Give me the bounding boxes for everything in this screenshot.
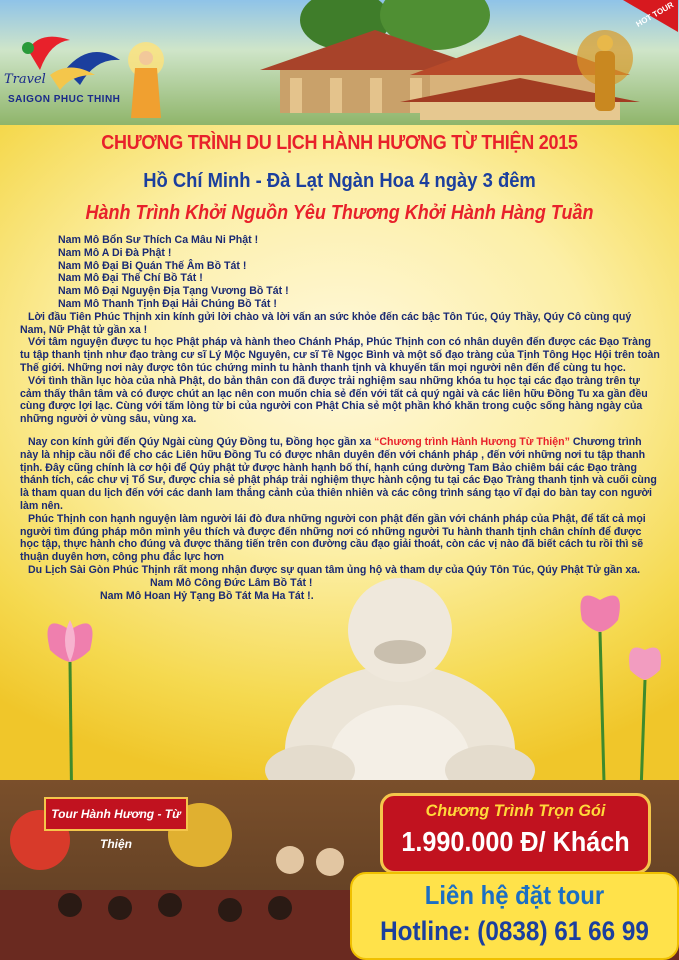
price-box — [380, 793, 651, 874]
slogan-title: Hành Trình Khởi Nguồn Yêu Thương Khởi Hành Hàng Tuần — [85, 202, 594, 224]
tour-type-badge — [44, 797, 188, 851]
program-paragraph-start: Nay con kính gửi đến Qúy Ngài cùng Qúy Đồng tu, Đồng học gần xa — [28, 435, 375, 448]
closing-chant: Nam Mô Công Đức Lâm Bồ Tát ! — [150, 576, 313, 589]
chant-line: Nam Mô Bổn Sư Thích Ca Mâu Ni Phật ! — [58, 234, 259, 246]
program-title: CHƯƠNG TRÌNH DU LỊCH HÀNH HƯƠNG TỪ THIỆN 2015 — [101, 132, 578, 154]
contact-box[interactable] — [350, 872, 679, 960]
chant-line: Nam Mô A Di Đà Phật ! — [58, 246, 172, 259]
logo-brand-text: SAIGON PHUC THINH — [8, 94, 121, 105]
chant-line: Nam Mô Đại Nguyện Địa Tạng Vương Bồ Tát ! — [58, 285, 289, 298]
standing-buddha-image — [125, 40, 167, 120]
letter-body — [20, 234, 660, 602]
chant-line: Nam Mô Thanh Tịnh Đại Hải Chúng Bồ Tát ! — [58, 297, 277, 310]
hot-tour-label: HOT TOUR — [634, 0, 676, 29]
invitation-paragraph: Du Lịch Sài Gòn Phúc Thịnh rất mong nhận được sự quan tâm ủng hộ và tham dự của Qúy Tôn Túc, Qúy Phật Tử gần xa. — [28, 563, 641, 576]
chant-line: Nam Mô Đại Thế Chí Bồ Tát ! — [58, 272, 203, 285]
thousand-arm-buddha-image — [575, 18, 635, 123]
mission-paragraph: Phúc Thịnh con hạnh nguyện làm người lái đò đưa những người con phật đến gần với chánh pháp của Phật, để tất cả mọi người tìm đúng pháp môn mình yêu thích và được đến những nơi có những người Tu hành thanh tịnh chân chính để được học tập, thực hành cho đúng và được thăng tiến trên con đường cầu đạo giải thoát, còn các vị nào đã biết cách tu rồi thì sẽ thuận duyên hơn, công phu đắc lực hơn — [20, 512, 646, 564]
greeting-paragraph: Lời đầu Tiên Phúc Thịnh xin kính gửi lời chào và lời vấn an sức khỏe đến các bậc Tôn Túc, Qúy Thầy, Qúy Cô cùng quý Nam, Nữ Phật tử gần xa ! — [20, 310, 632, 336]
sharing-paragraph: Với tình thần lục hòa của nhà Phật, do bản thân con đã được trải nghiệm sau những khóa tu học tại các đạo tràng trên tự cảm thấy thân tâm và có được chút an lạc nên con muốn chia sẻ đến với tất cả quý ngài và các liên hữu Đồng Tu xa gần đều cùng được lợi lạc. Cùng với tấm lòng từ bi của người con Phật Chia sẻ một phần khó khăn trong cuộc sống hàng ngày của những người ở vùng sâu, vùng xa. — [20, 374, 648, 426]
program-paragraph-end: Chương trình này là nhịp cầu nối để cho các Liên hữu Đồng Tu có được nhân duyên đến với chánh pháp , đến với những nơi tu tập thanh tịnh. Đây cũng chính là cơ hội để Qúy phật tử được hành hạnh bố thí, hạnh cúng dường Tam Bảo chiêm bái các Đạo tràng thánh tích, các chư vị Tổ Sư, được chia sẻ phật pháp trải nghiệm thực hành cộng tu tại các Đạo Tràng thanh tịnh và cuối cùng là tham quan du lịch đến với các danh lam thắng cảnh của thiên nhiên và các công trình sáng tạo vĩ đại do bàn tay con người làm nên. — [20, 435, 657, 512]
package-label: Chương Trình Trọn Gói — [425, 801, 606, 820]
tour-type-label: Tour Hành Hương - Từ Thiện — [51, 807, 181, 851]
program-name-highlight: “Chương trình Hành Hương Từ Thiện” — [374, 435, 570, 448]
price-value: 1.990.000 Đ/ Khách — [401, 826, 630, 857]
booking-label: Liên hệ đặt tour — [424, 880, 605, 910]
hotline-number[interactable]: Hotline: (0838) 61 66 99 — [380, 916, 649, 946]
route-title: Hồ Chí Minh - Đà Lạt Ngàn Hoa 4 ngày 3 đêm — [143, 170, 536, 192]
logo-script-text: Travel — [4, 72, 46, 87]
intro-paragraph: Với tâm nguyện được tu học Phật pháp và hành theo Chánh Pháp, Phúc Thịnh con có nhân duyên đến được các Đạo Tràng tu tập thanh tịnh như đạo tràng cư sĩ Lý Mộc Nguyên, cư sĩ Tề Ngọc Bình và một số đạo tràng của Tịnh Tông Học Hội trên toàn Thế giới. Những nơi này được tôn túc chứng minh tu hành thanh tịnh và khuyến tấn mọi người nên đến để cùng tu học. — [20, 336, 660, 374]
program-paragraph — [20, 436, 660, 513]
closing-chant: Nam Mô Hoan Hỷ Tạng Bồ Tát Ma Ha Tát !. — [100, 589, 314, 602]
chant-line: Nam Mô Đại Bi Quán Thế Âm Bồ Tát ! — [58, 259, 247, 272]
